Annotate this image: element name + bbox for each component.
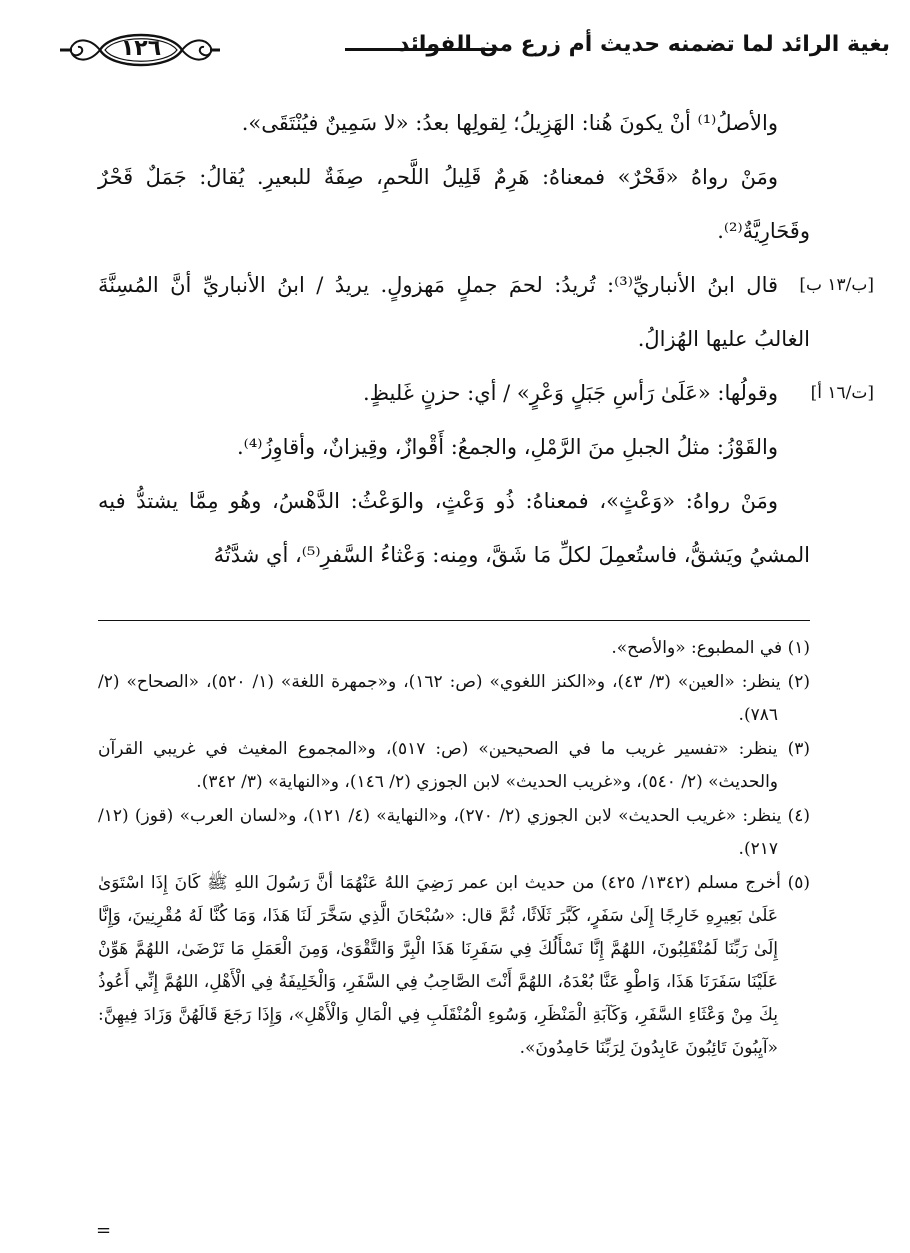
paragraph-text: وقولُها: «عَلَىٰ رَأسِ جَبَلٍ وَعْرٍ» / أي: حزنٍ غَليظٍ. bbox=[362, 381, 778, 405]
footnote: (٣) ينظر: «تفسير غريب ما في الصحيحين» (ص: ٥١٧)، و«المجموع المغيث في غريبي القرآن والحديث» (٢/ ٥٤٠)، و«غريب الحديث» لابن الجوزي (٢/ ١٤٦)، و«النهاية» (٣/ ٣٤٢). bbox=[98, 739, 810, 792]
body-paragraph bbox=[98, 258, 874, 366]
footnote-separator bbox=[98, 620, 810, 621]
body-paragraph bbox=[98, 150, 810, 258]
manuscript-marker: [ت/١٦ أ] bbox=[810, 383, 874, 403]
paragraph-text: والأصلُ⁽¹⁾ أنْ يكونَ هُنا: الهَزِيلُ؛ لِقولِها بعدُ: «لا سَمِينٌ فيُنْتَقَى». bbox=[241, 111, 778, 135]
continuation-mark: = bbox=[96, 1220, 112, 1241]
footnote: (٤) ينظر: «غريب الحديث» لابن الجوزي (٢/ ٢٧٠)، و«النهاية» (٤/ ١٢١)، و«لسان العرب» (قوز) (١٢/ ٢١٧). bbox=[98, 806, 810, 859]
page-header bbox=[60, 22, 890, 78]
paragraph-text: قال ابنُ الأنباريِّ⁽³⁾: تُريدُ: لحمَ جملٍ مَهزولٍ. يريدُ / ابنُ الأنباريِّ أنَّ المُسِنَّةَ الغالبُ عليها الهُزالُ. bbox=[98, 273, 810, 351]
main-text bbox=[98, 96, 874, 582]
footnote: (٥) أخرج مسلم (١٣٤٢/ ٤٢٥) من حديث ابن عمر رَضِيَ اللهُ عَنْهُمَا أنَّ رَسُولَ اللهِ ﷺ كَانَ إِذَا اسْتَوَىٰ عَلَىٰ بَعِيرِهِ خَارِجًا إِلَىٰ سَفَرٍ، كَبَّرَ ثَلَاثًا، ثُمَّ قال: «سُبْحَانَ الَّذِي سَخَّرَ لَنَا هَذَا، وَمَا كُنَّا لَهُ مُقْرِنِينَ، وَإِنَّا إِلَىٰ رَبِّنَا لَمُنْقَلِبُونَ، اللهُمَّ إِنَّا نَسْأَلُكَ فِي سَفَرِنَا هَذَا الْبِرَّ وَالتَّقْوَىٰ، وَمِنَ الْعَمَلِ مَا تَرْضَىٰ، اللهُمَّ هَوِّنْ عَلَيْنَا سَفَرَنَا هَذَا، وَاطْوِ عَنَّا بُعْدَهُ، اللهُمَّ أَنْتَ الصَّاحِبُ فِي السَّفَرِ، وَالْخَلِيفَةُ فِي الْأَهْلِ، اللهُمَّ إِنِّي أَعُوذُ بِكَ مِنْ وَعْثَاءِ السَّفَرِ، وَكَآبَةِ الْمَنْظَرِ، وَسُوءِ الْمُنْقَلَبِ فِي الْمَالِ وَالْأَهْلِ»، وَإِذَا رَجَعَ قَالَهُنَّ وَزَادَ فِيهِنَّ: «آيِبُونَ تَائِبُونَ عَابِدُونَ لِرَبِّنَا حَامِدُونَ». bbox=[98, 873, 810, 1058]
header-rule bbox=[345, 48, 495, 51]
manuscript-marker: [ب/١٣ ب] bbox=[799, 275, 874, 295]
paragraph-text: ومَنْ رواهُ «قَحْرٌ» فمعناهُ: هَرِمٌ قَلِيلُ اللَّحمِ، صِفَةٌ للبعيرِ. يُقالُ: جَمَلٌ قَحْرٌ وقَحَارِيَّةٌ⁽²⁾. bbox=[98, 165, 810, 243]
page-number-ornament bbox=[60, 22, 220, 78]
footnote: (١) في المطبوع: «والأصح». bbox=[611, 638, 810, 658]
body-paragraph bbox=[98, 420, 810, 474]
body-paragraph bbox=[98, 474, 810, 582]
page-number: ١٢٦ bbox=[120, 36, 162, 61]
footnote: (٢) ينظر: «العين» (٣/ ٤٣)، و«الكنز اللغوي» (ص: ١٦٢)، و«جمهرة اللغة» (١/ ٥٢٠)، «الصحاح» (٢/ ٧٨٦). bbox=[98, 672, 811, 725]
paragraph-text: والقَوْزُ: مثلُ الجبلِ منَ الرَّمْلِ، والجمعُ: أَقْوازٌ، وقِيزانٌ، وأقاوِزُ⁽⁴⁾. bbox=[236, 435, 778, 459]
body-paragraph bbox=[98, 96, 810, 150]
running-title: بغية الرائد لما تضمنه حديث أم زرع من الفوائد bbox=[397, 32, 890, 57]
body-paragraph bbox=[98, 366, 874, 420]
footnotes bbox=[98, 632, 810, 1066]
paragraph-text: ومَنْ رواهُ: «وَعْثٍ»، فمعناهُ: ذُو وَعْثٍ، والوَعْثُ: الدَّهْسُ، وهُو مِمَّا يشتدُّ فيه المشيُ ويَشقُّ، فاستُعمِلَ لكلِّ مَا شَقَّ، ومِنه: وَعْثاءُ السَّفرِ⁽⁵⁾، أي شدَّتُهُ bbox=[98, 489, 810, 567]
